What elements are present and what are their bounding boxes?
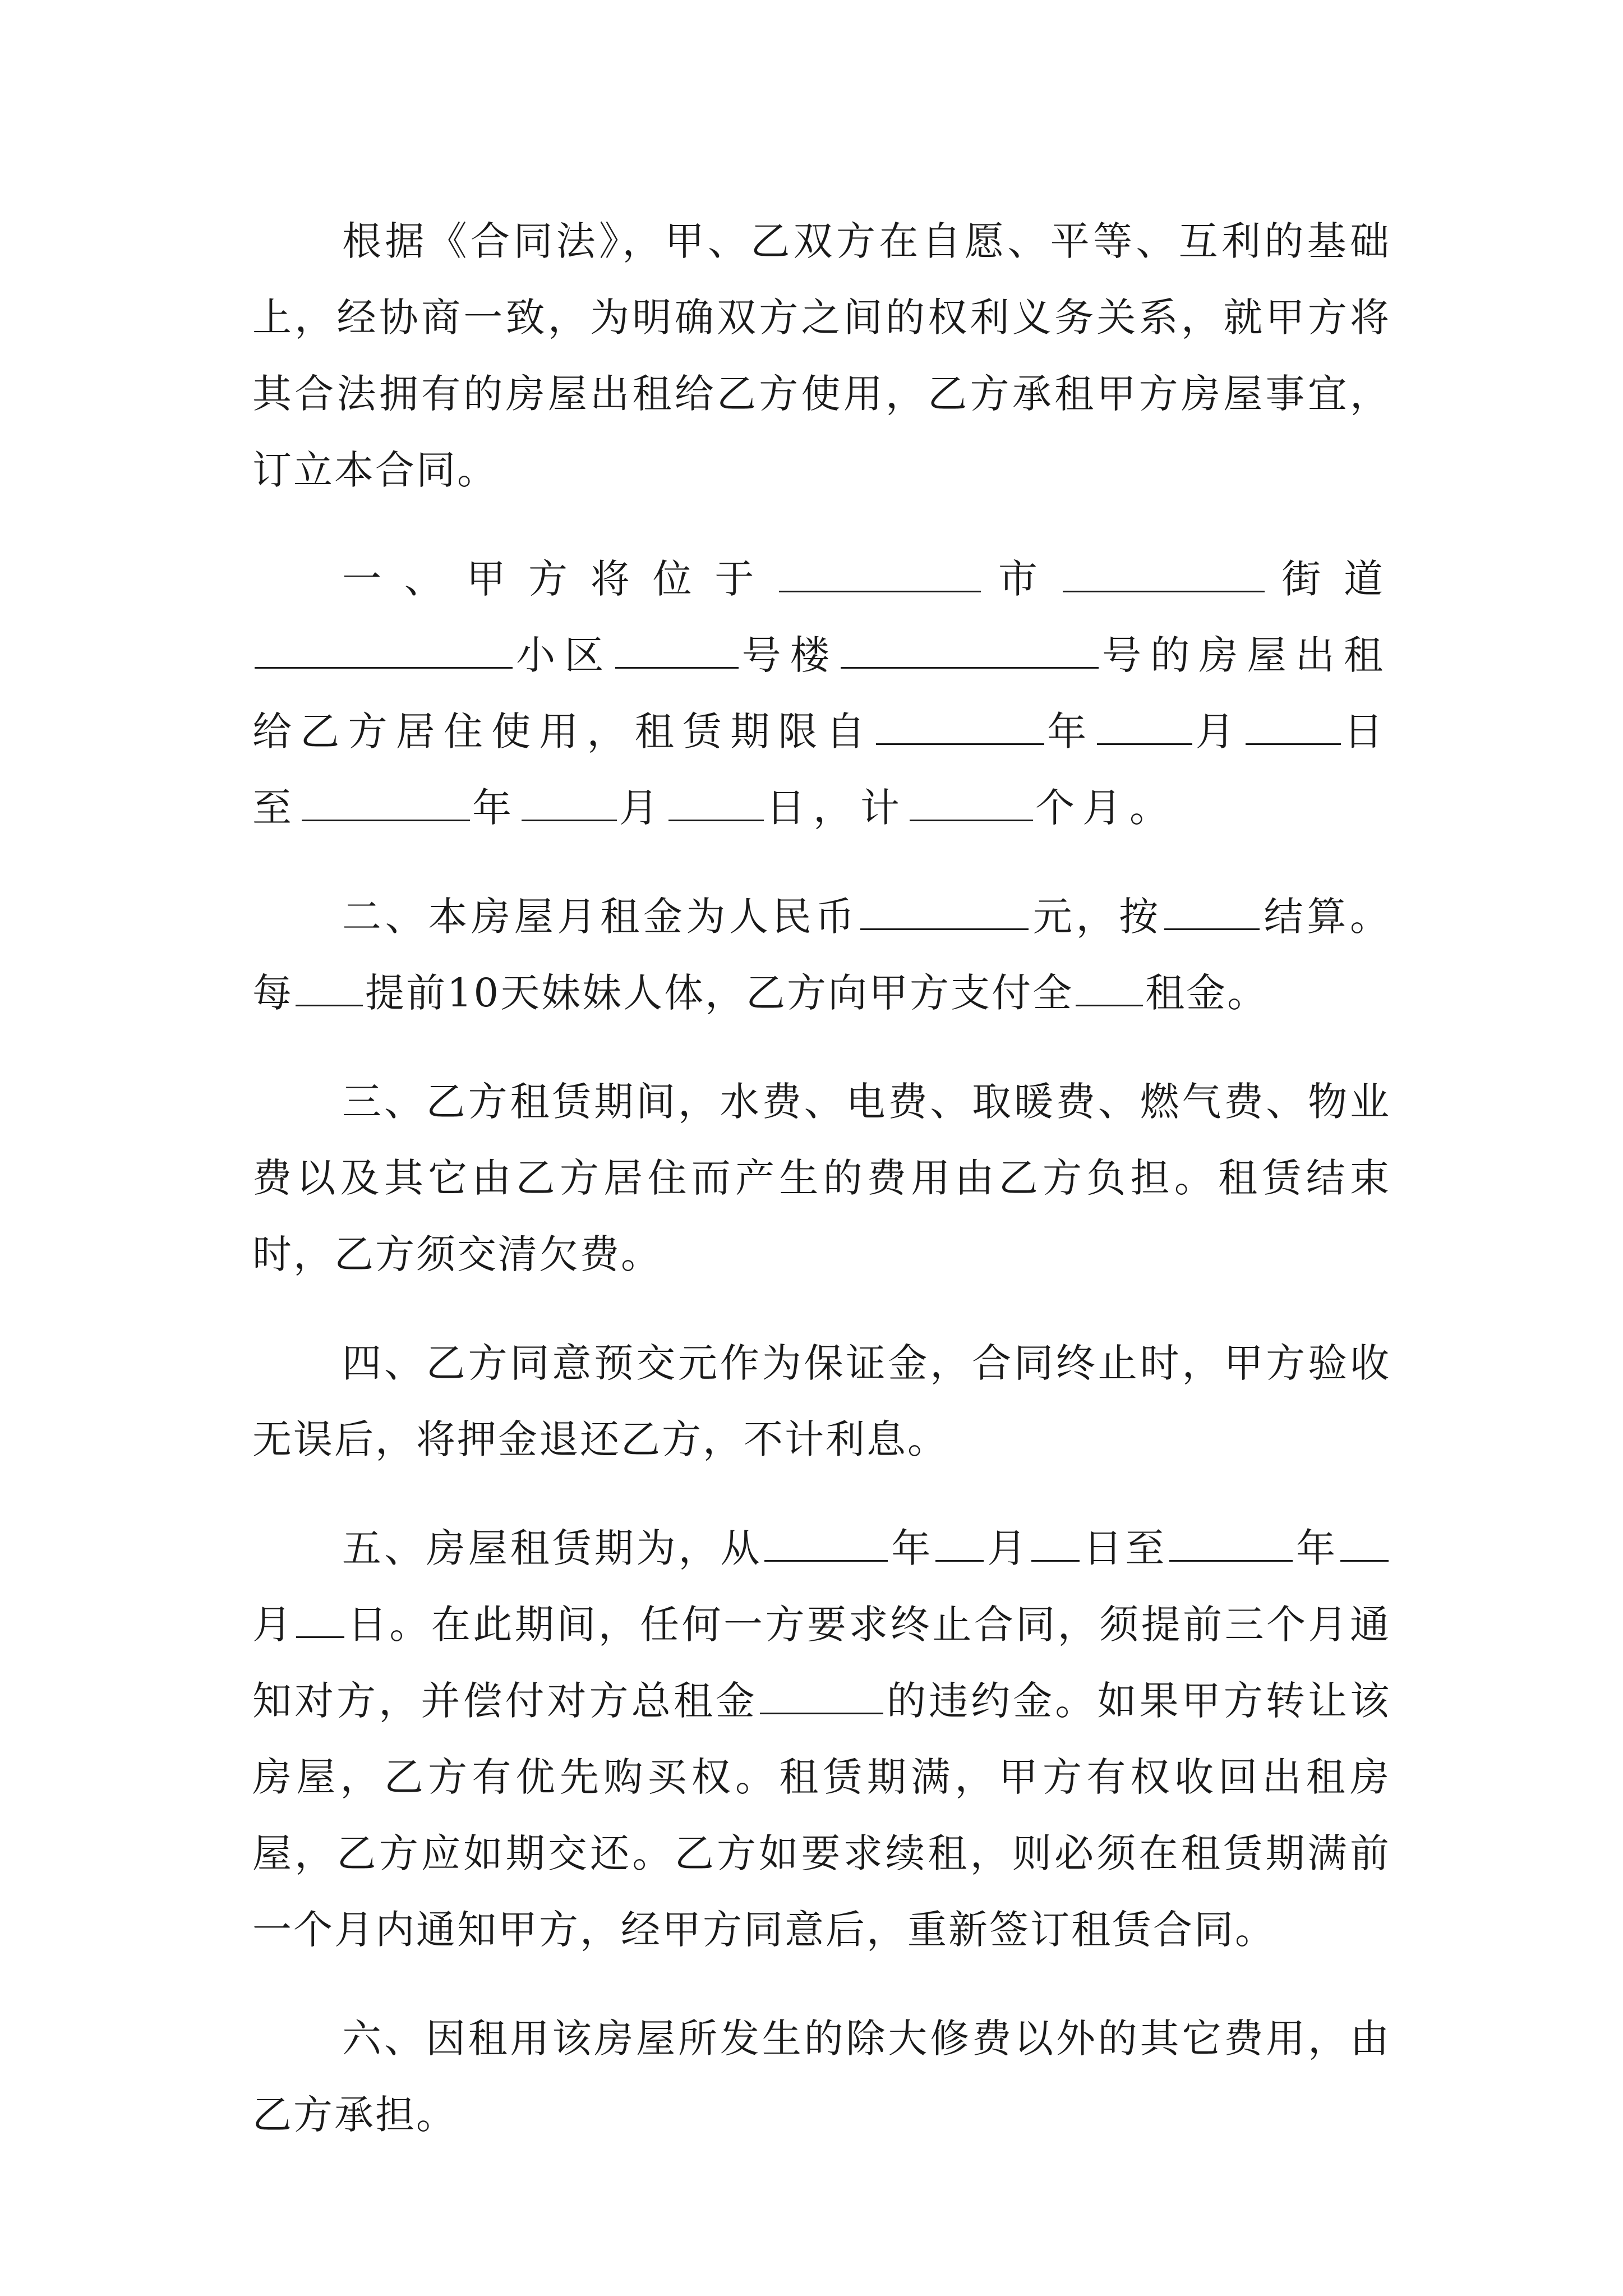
preamble-paragraph bbox=[252, 203, 1391, 508]
clause-5-text: 五、房屋租赁期为，从 bbox=[342, 1525, 763, 1571]
community-blank bbox=[255, 632, 513, 669]
clause-1-paragraph bbox=[252, 541, 1391, 846]
clause-5-text: 的违约金。如果甲方转让该房屋，乙方有优先购买权。租赁期满，甲方有权收回出租房屋，乙方应如期交还。乙方如要求续租，则必须在租赁期满前一个月内通知甲方，经甲方同意后，重新签订租赁合同。 bbox=[252, 1678, 1391, 1953]
clause-4-paragraph bbox=[252, 1325, 1391, 1478]
clause-3-text: 三、乙方租赁期间，水费、电费、取暖费、燃气费、物业费以及其它由乙方居住而产生的费用由乙方负担。租赁结束时，乙方须交清欠费。 bbox=[252, 1079, 1391, 1277]
clause-5-paragraph bbox=[252, 1510, 1391, 1968]
settlement-period-blank bbox=[1164, 894, 1260, 930]
clause-1-text: 月 bbox=[619, 785, 666, 831]
start-year-blank bbox=[876, 708, 1044, 745]
end-day-blank bbox=[668, 785, 764, 821]
lease-start-month-blank bbox=[935, 1525, 984, 1562]
clause-2-text: 租金。 bbox=[1145, 970, 1269, 1016]
clause-1-text: 街道 bbox=[1266, 556, 1391, 602]
clause-4-text: 四、乙方同意预交元作为保证金，合同终止时，甲方验收无误后，将押金退还乙方，不计利息。 bbox=[252, 1340, 1391, 1462]
lease-start-year-blank bbox=[764, 1525, 888, 1562]
clause-1-text: 月 bbox=[1195, 708, 1243, 754]
payment-cycle-blank bbox=[296, 970, 363, 1006]
clause-1-text: 市 bbox=[983, 556, 1061, 602]
payment-period-blank bbox=[1076, 970, 1143, 1006]
room-number-blank bbox=[841, 632, 1099, 669]
clause-1-text: 个月。 bbox=[1035, 785, 1177, 831]
clause-5-text: 日至 bbox=[1082, 1525, 1168, 1571]
start-month-blank bbox=[1097, 708, 1192, 745]
clause-1-text: 年 bbox=[1046, 708, 1095, 754]
city-blank bbox=[779, 556, 981, 592]
clause-2-paragraph bbox=[252, 878, 1391, 1031]
clause-1-text: 日至 bbox=[252, 708, 1391, 831]
clause-2-text: 二、本房屋月租金为人民币 bbox=[342, 894, 859, 940]
rent-amount-blank bbox=[860, 894, 1029, 930]
end-year-blank bbox=[302, 785, 470, 821]
clause-1-text: 年 bbox=[472, 785, 519, 831]
clause-5-text: 日。在此期间，任何一方要求终止合同，须提前三个月通知对方，并偿付对方总租金 bbox=[252, 1602, 1391, 1724]
lease-start-day-blank bbox=[1031, 1525, 1080, 1562]
lease-end-day-blank bbox=[296, 1602, 344, 1638]
clause-2-text: 元，按 bbox=[1031, 894, 1162, 940]
contract-body bbox=[252, 203, 1391, 2185]
months-count-blank bbox=[910, 785, 1033, 821]
penalty-amount-blank bbox=[760, 1678, 883, 1714]
clause-2-text: 结算。每 bbox=[252, 894, 1391, 1016]
clause-5-text: 月 bbox=[252, 1602, 294, 1648]
clause-6-text: 六、因租用该房屋所发生的除大修费以外的其它费用，由乙方承担。 bbox=[252, 2016, 1391, 2138]
start-day-blank bbox=[1246, 708, 1341, 745]
clause-1-text: 号的房屋出租给乙方居住使用，租赁期限自 bbox=[252, 632, 1391, 754]
street-blank bbox=[1063, 556, 1265, 592]
clause-3-paragraph bbox=[252, 1064, 1391, 1292]
lease-end-year-blank bbox=[1169, 1525, 1293, 1562]
lease-end-month-blank bbox=[1340, 1525, 1389, 1562]
clause-1-text: 日，计 bbox=[766, 785, 907, 831]
clause-5-text: 年 bbox=[890, 1525, 934, 1571]
clause-5-text: 月 bbox=[986, 1525, 1030, 1571]
clause-5-text: 年 bbox=[1295, 1525, 1339, 1571]
clause-6-paragraph bbox=[252, 2000, 1391, 2153]
clause-1-text: 小区 bbox=[515, 632, 613, 678]
preamble-text: 根据《合同法》，甲、乙双方在自愿、平等、互利的基础上，经协商一致，为明确双方之间的权利义务关系，就甲方将其合法拥有的房屋出租给乙方使用，乙方承租甲方房屋事宜，订立本合同。 bbox=[252, 218, 1391, 493]
clause-1-text: 号楼 bbox=[740, 632, 838, 678]
clause-1-text: 一、甲方将位于 bbox=[342, 556, 777, 602]
building-blank bbox=[615, 632, 739, 669]
end-month-blank bbox=[522, 785, 617, 821]
clause-2-text: 提前10天妹妹人体，乙方向甲方支付全 bbox=[365, 970, 1074, 1016]
